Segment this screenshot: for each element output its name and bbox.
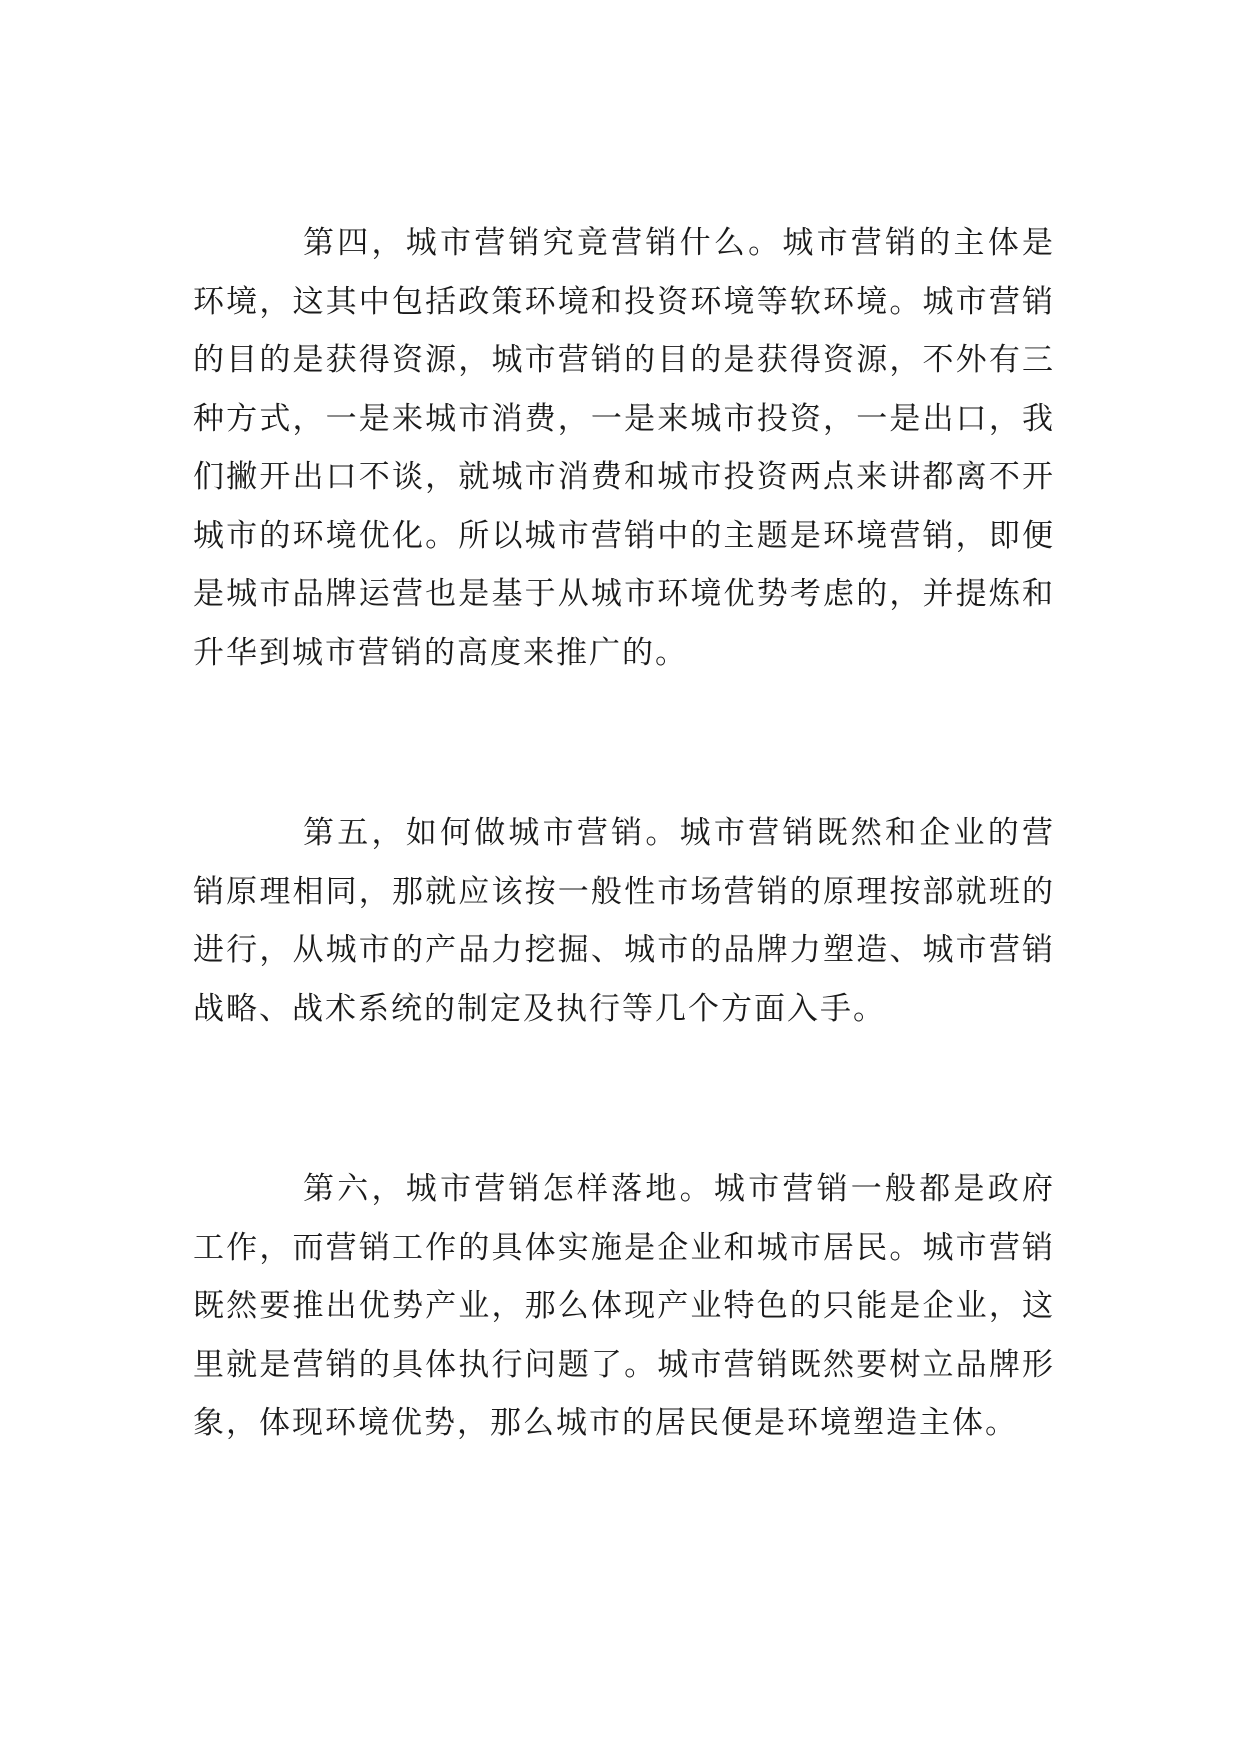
paragraph-fifth-point: 第五，如何做城市营销。城市营销既然和企业的营销原理相同，那就应该按一般性市场营销的原理按部就班的进行，从城市的产品力挖掘、城市的品牌力塑造、城市营销战略、战术系统的制定及执行等几个方面入手。 [193,815,1055,1027]
paragraph-sixth-point: 第六，城市营销怎样落地。城市营销一般都是政府工作，而营销工作的具体实施是企业和城市居民。城市营销既然要推出优势产业，那么体现产业特色的只能是企业，这里就是营销的具体执行问题了。城市营销既然要树立品牌形象，体现环境优势，那么城市的居民便是环境塑造主体。 [193,1171,1055,1441]
paragraph-fourth-point: 第四，城市营销究竟营销什么。城市营销的主体是环境，这其中包括政策环境和投资环境等软环境。城市营销的目的是获得资源，城市营销的目的是获得资源，不外有三种方式，一是来城市消费，一是来城市投资，一是出口，我们撇开出口不谈，就城市消费和城市投资两点来讲都离不开城市的环境优化。所以城市营销中的主题是环境营销，即便是城市品牌运营也是基于从城市环境优势考虑的，并提炼和升华到城市营销的高度来推广的。 [193,225,1055,671]
